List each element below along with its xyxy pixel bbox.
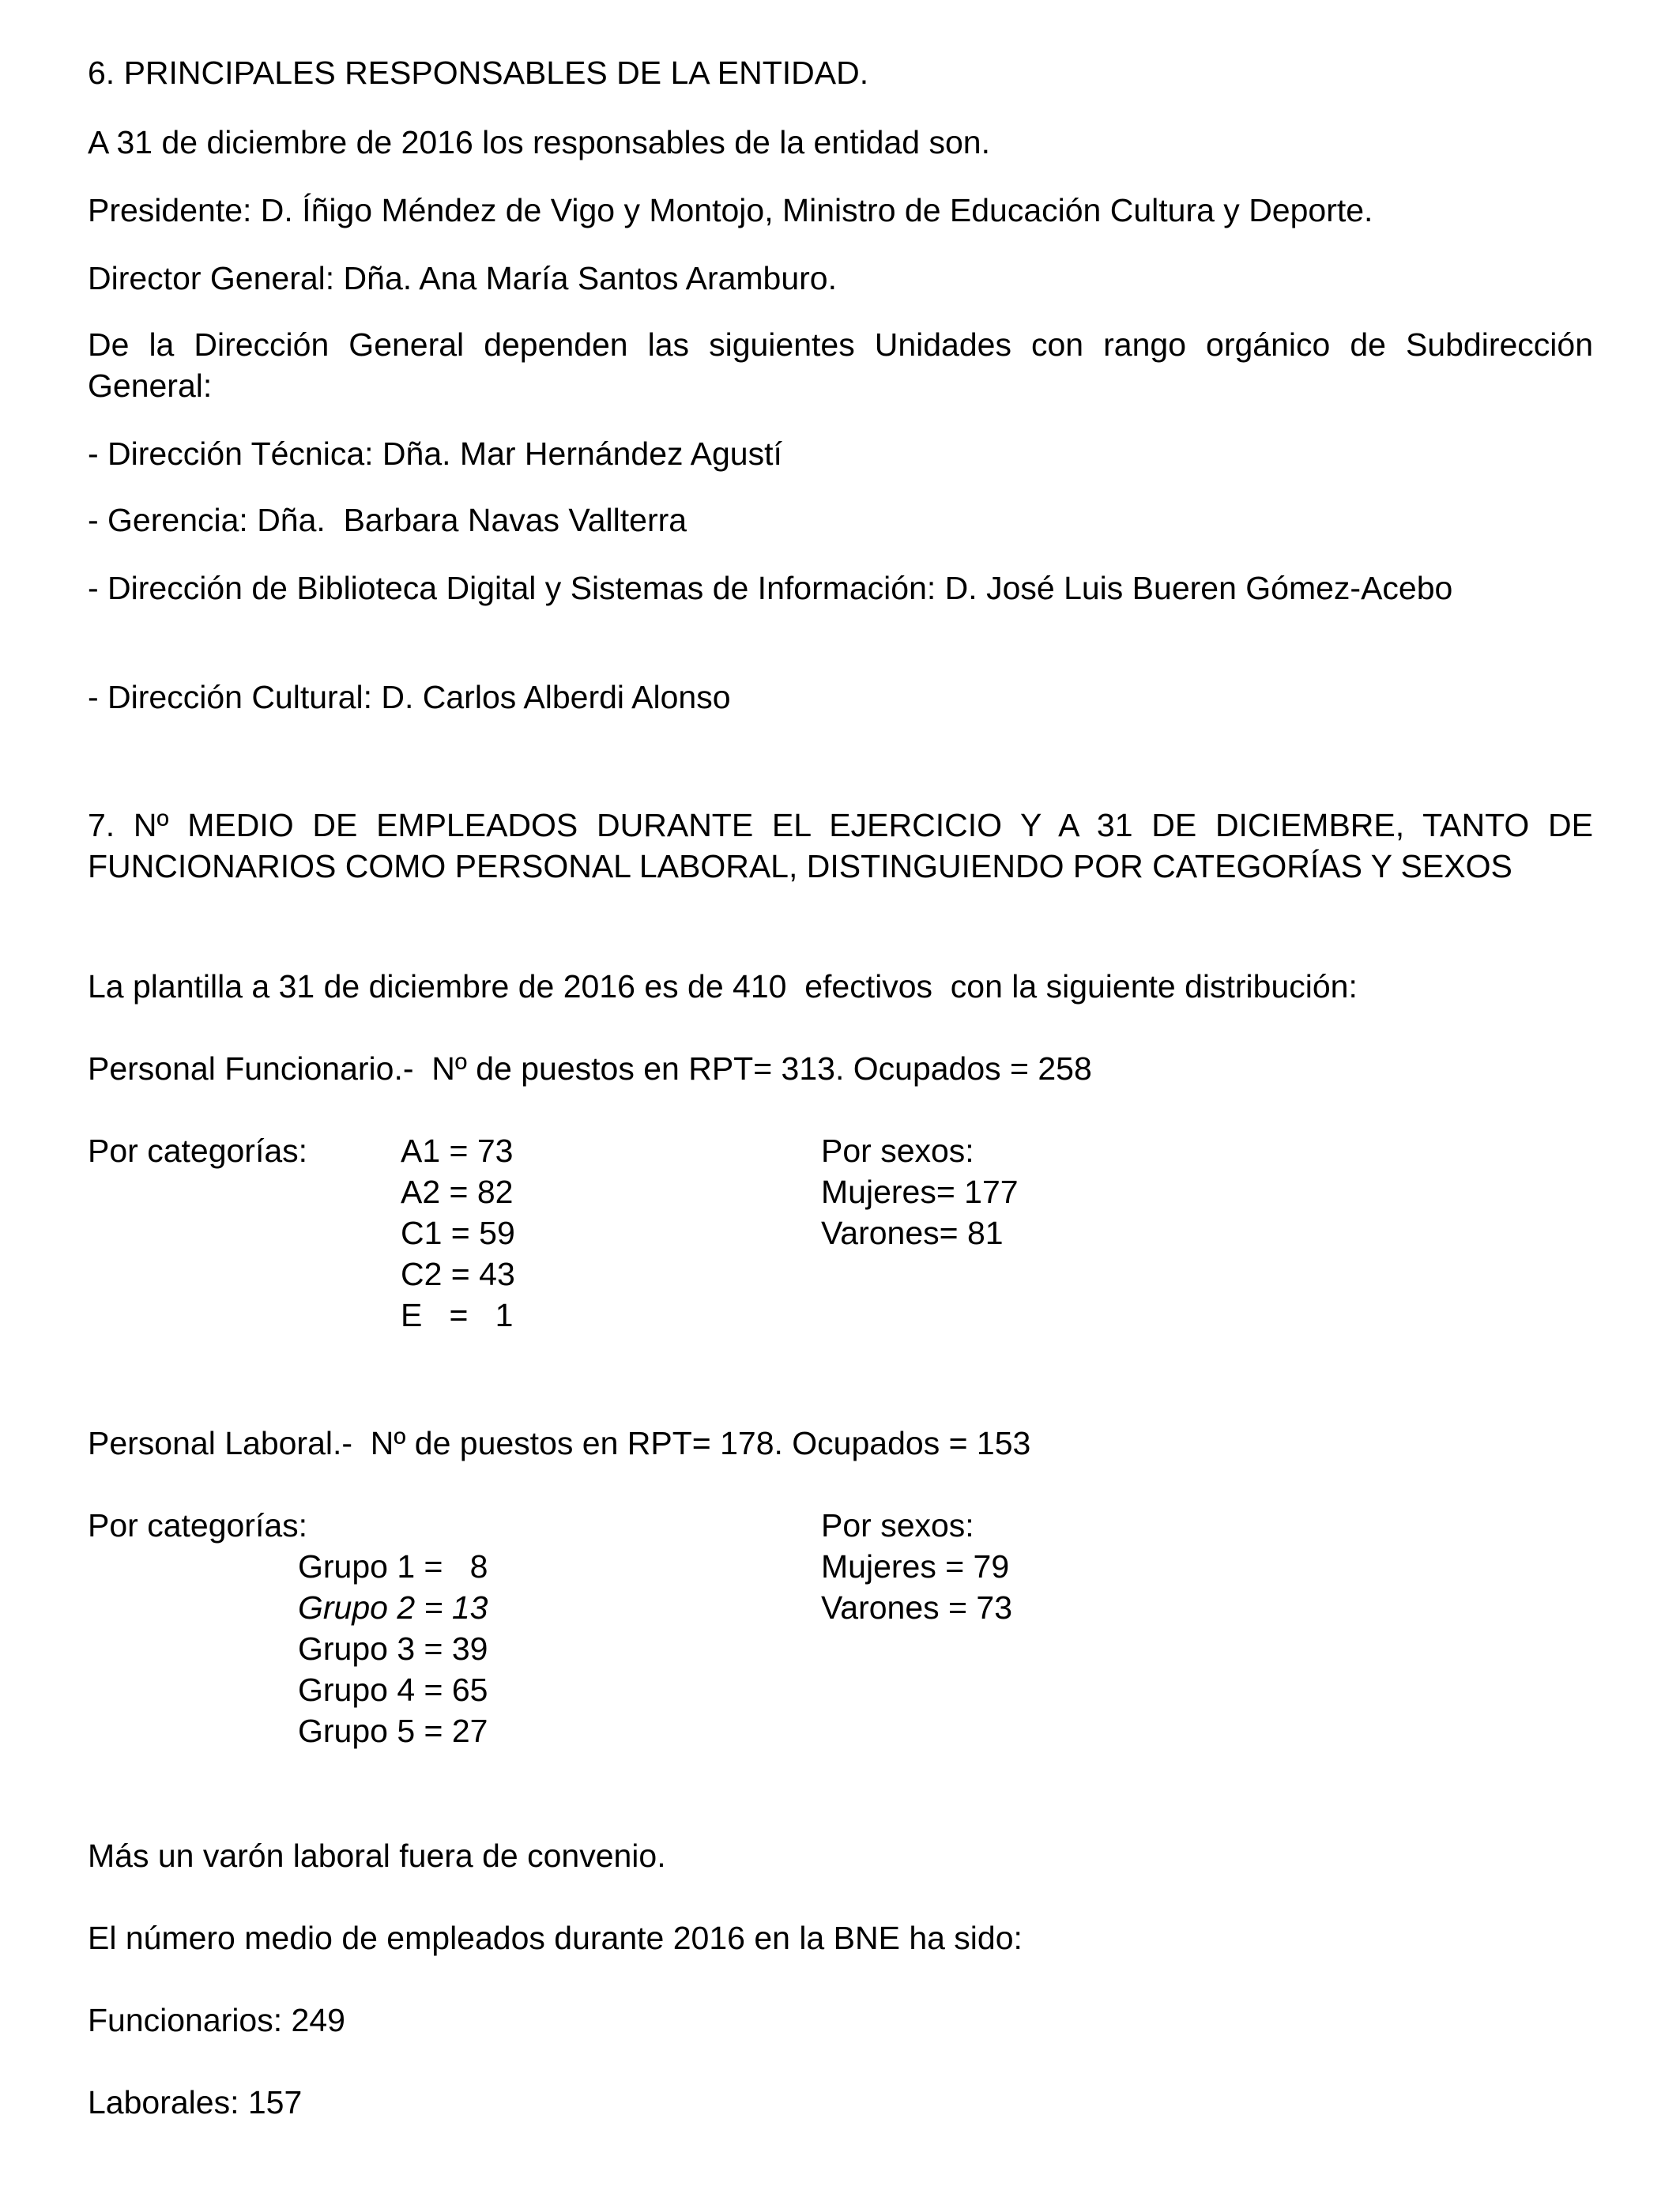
president-line: Presidente: D. Íñigo Méndez de Vigo y Montojo, Ministro de Educación Cultura y Deporte. <box>88 192 1373 228</box>
category-item: Grupo 5 = 27 <box>298 1713 488 1749</box>
funcionario-title: Personal Funcionario.- Nº de puestos en RPT= 313. Ocupados = 258 <box>88 1050 1092 1087</box>
laboral-sexes <box>821 1505 1012 1628</box>
unit-item: - Dirección Técnica: Dña. Mar Hernández Agustí <box>88 435 782 472</box>
units-intro: De la Dirección General dependen las siguientes Unidades con rango orgánico de Subdirección General: <box>88 326 1593 404</box>
funcionario-categories <box>401 1130 515 1336</box>
category-item: E = 1 <box>401 1297 514 1333</box>
funcionario-cat-label: Por categorías: <box>88 1133 308 1169</box>
extra-line: Más un varón laboral fuera de convenio. <box>88 1838 666 1874</box>
unit-item: - Gerencia: Dña. Barbara Navas Vallterra <box>88 502 687 538</box>
sex-label: Por sexos: <box>821 1507 974 1544</box>
laboral-categories <box>298 1546 488 1751</box>
category-item: Grupo 3 = 39 <box>298 1630 488 1667</box>
director-line: Director General: Dña. Ana María Santos Aramburo. <box>88 260 838 296</box>
laborales-average: Laborales: 157 <box>88 2084 303 2120</box>
funcionario-sexes <box>821 1130 1019 1253</box>
category-item: Grupo 2 = 13 <box>298 1589 488 1626</box>
average-intro: El número medio de empleados durante 2016 en la BNE ha sido: <box>88 1920 1023 1956</box>
funcionarios-average: Funcionarios: 249 <box>88 2002 345 2038</box>
laboral-cat-label: Por categorías: <box>88 1507 308 1544</box>
category-item: A2 = 82 <box>401 1174 514 1210</box>
section-7-heading: 7. Nº MEDIO DE EMPLEADOS DURANTE EL EJERCICIO Y A 31 DE DICIEMBRE, TANTO DE FUNCIONARIOS COMO PERSONAL LABORAL, DISTINGUIENDO POR CATEGORÍAS Y SEXOS <box>88 807 1593 884</box>
category-item: C2 = 43 <box>401 1256 515 1292</box>
unit-item: - Dirección Cultural: D. Carlos Alberdi Alonso <box>88 679 731 715</box>
sex-item: Mujeres= 177 <box>821 1174 1019 1210</box>
category-item: A1 = 73 <box>401 1133 514 1169</box>
unit-item: - Dirección de Biblioteca Digital y Sistemas de Información: D. José Luis Bueren Gómez-Acebo <box>88 570 1453 606</box>
section-6-heading: 6. PRINCIPALES RESPONSABLES DE LA ENTIDAD. <box>88 55 869 91</box>
sex-item: Mujeres = 79 <box>821 1548 1010 1585</box>
plantilla-line: La plantilla a 31 de diciembre de 2016 es de 410 efectivos con la siguiente distribución: <box>88 968 1358 1005</box>
section-6-intro: A 31 de diciembre de 2016 los responsables de la entidad son. <box>88 124 990 160</box>
laboral-title: Personal Laboral.- Nº de puestos en RPT= 178. Ocupados = 153 <box>88 1425 1031 1461</box>
category-item: Grupo 1 = 8 <box>298 1548 488 1585</box>
sex-label: Por sexos: <box>821 1133 974 1169</box>
category-item: C1 = 59 <box>401 1215 515 1251</box>
category-item: Grupo 4 = 65 <box>298 1672 488 1708</box>
sex-item: Varones = 73 <box>821 1589 1012 1626</box>
sex-item: Varones= 81 <box>821 1215 1004 1251</box>
